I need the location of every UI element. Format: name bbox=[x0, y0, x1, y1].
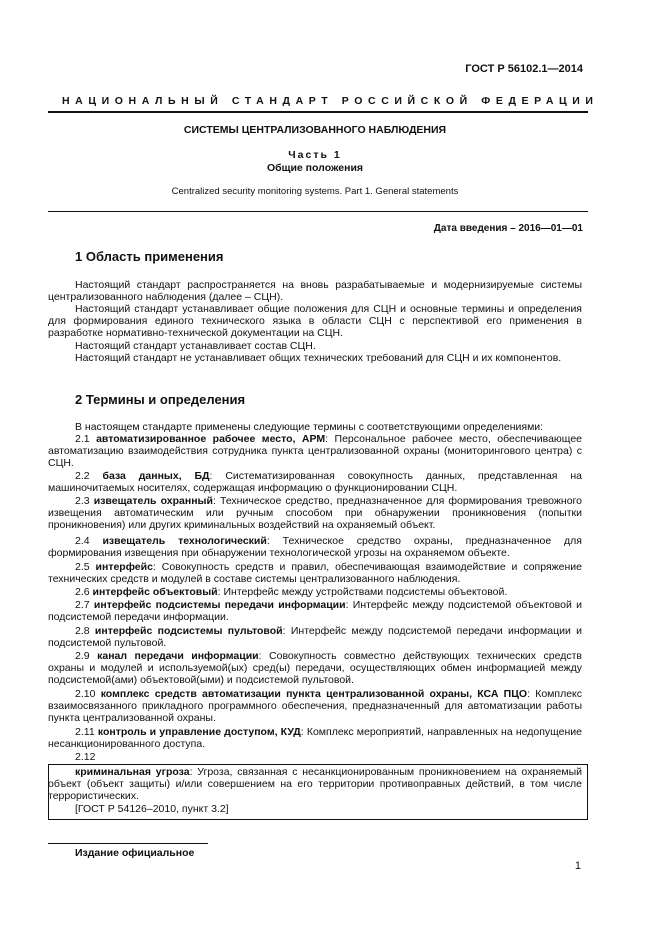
section-1-heading: 1 Область применения bbox=[75, 249, 224, 264]
term-entry: 2.2 база данных, БД: Систематизированная совокупность данных, представленная на машиночитаемых носителях, содержащая информацию о функционировании СЦН. bbox=[48, 470, 582, 495]
term-entry: 2.1 автоматизированное рабочее место, АРМ: Персональное рабочее место, обеспечивающее автоматизацию взаимодействия сотрудника пункта централизованной охраны (мониторингового центра) с СЦН. bbox=[48, 433, 583, 470]
section-1-paragraph: Настоящий стандарт распространяется на вновь разрабатываемые и модернизируемые системы централизованного наблюдения (далее – СЦН). bbox=[48, 279, 582, 304]
term-entry: 2.10 комплекс средств автоматизации пункта централизованной охраны, КСА ПЦО: Комплекс взаимосвязанного прикладного программного обеспечения, предназначенный для автоматизации работы пункта централизованной охраны. bbox=[48, 688, 583, 725]
national-standard-heading: НАЦИОНАЛЬНЫЙ СТАНДАРТ РОССИЙСКОЙ ФЕДЕРАЦИИ bbox=[62, 95, 599, 107]
term-name: канал передачи информации bbox=[97, 650, 259, 662]
term-name: интерфейс bbox=[95, 561, 153, 573]
english-title: Centralized security monitoring systems. Part 1. General statements bbox=[171, 186, 459, 197]
section-1-paragraph: Настоящий стандарт устанавливает состав СЦН. bbox=[75, 340, 316, 352]
top-rule bbox=[48, 111, 588, 113]
quoted-term-text: криминальная угроза: Угроза, связанная с несанкционированным проникновением на охраняемый объект (объект защиты) и/или совершением на его территории противоправных действий, в том числе террористических. bbox=[48, 766, 582, 803]
term-name: извещатель охранный bbox=[93, 495, 213, 507]
term-number: 2.12 bbox=[75, 751, 96, 763]
part-label: Часть 1 bbox=[288, 149, 342, 161]
term-entry: 2.4 извещатель технологический: Техническое средство охраны, предназначенное для формирования извещения при обнаружении технологической угрозы на охраняемом объекте. bbox=[48, 535, 582, 560]
term-entry: 2.3 извещатель охранный: Техническое средство, предназначенное для формирования тревожного извещения автоматическим или ручным способом при обнаружении проникновения (попытки проникновения) или других криминальных воздействий на охраняемый объект. bbox=[48, 495, 582, 532]
term-reference: [ГОСТ Р 54126–2010, пункт 3.2] bbox=[75, 803, 229, 815]
term-name: автоматизированное рабочее место, АРМ bbox=[96, 433, 326, 445]
term-entry: 2.9 канал передачи информации: Совокупность совместно действующих технических средств охраны и модулей и используемой(ых) сред(ы) передачи, осуществляющих обмен информацией между подсистемой(ами) объектовой(ыми) и подсистемой пультовой. bbox=[48, 650, 582, 687]
section-2-heading: 2 Термины и определения bbox=[75, 392, 246, 407]
term-name: интерфейс подсистемы передачи информации bbox=[93, 599, 346, 611]
standard-code: ГОСТ Р 56102.1—2014 bbox=[465, 63, 583, 75]
term-entry: 2.7 интерфейс подсистемы передачи информации: Интерфейс между подсистемой объектовой и подсистемой передачи информации. bbox=[48, 599, 583, 624]
term-entry: 2.5 интерфейс: Совокупность средств и правил, обеспечивающая взаимодействие и сопряжение технических средств и модулей в составе системы централизованного наблюдения. bbox=[48, 561, 583, 586]
term-entry: 2.8 интерфейс подсистемы пультовой: Интерфейс между подсистемой передачи информации и подсистемой пультовой. bbox=[48, 625, 582, 650]
document-title: СИСТЕМЫ ЦЕНТРАЛИЗОВАННОГО НАБЛЮДЕНИЯ bbox=[183, 124, 447, 136]
section-1-paragraph: Настоящий стандарт не устанавливает общих технических требований для СЦН и их компонентов. bbox=[75, 352, 562, 364]
term-name: извещатель технологический bbox=[102, 535, 267, 547]
term-entry: 2.11 контроль и управление доступом, КУД: Комплекс мероприятий, направленных на недопущение несанкционированного доступа. bbox=[48, 726, 582, 751]
section-1-paragraph: Настоящий стандарт устанавливает общие положения для СЦН и основные термины и определения для формирования единого технического языка в области СЦН с перспективой его применения в разработке нормативно-технической документации на СЦН. bbox=[48, 303, 582, 340]
title-rule bbox=[48, 211, 588, 212]
term-name: интерфейс подсистемы пультовой bbox=[94, 625, 283, 637]
page-number: 1 bbox=[574, 860, 581, 872]
introduction-date: Дата введения – 2016—01—01 bbox=[433, 223, 583, 234]
document-subtitle: Общие положения bbox=[266, 162, 364, 174]
term-name: криминальная угроза bbox=[75, 766, 190, 778]
footer-rule bbox=[48, 843, 208, 844]
term-entry: 2.6 интерфейс объектовый: Интерфейс между устройствами подсистемы объектовой. bbox=[75, 586, 508, 598]
official-edition-label: Издание официальное bbox=[75, 847, 195, 859]
term-name: интерфейс объектовый bbox=[92, 586, 218, 598]
term-name: контроль и управление доступом, КУД bbox=[97, 726, 301, 738]
term-name: комплекс средств автоматизации пункта централизованной охраны, КСА ПЦО bbox=[100, 688, 528, 700]
section-2-intro: В настоящем стандарте применены следующие термины с соответствующими определениями: bbox=[75, 421, 544, 433]
term-name: база данных, БД bbox=[102, 470, 210, 482]
